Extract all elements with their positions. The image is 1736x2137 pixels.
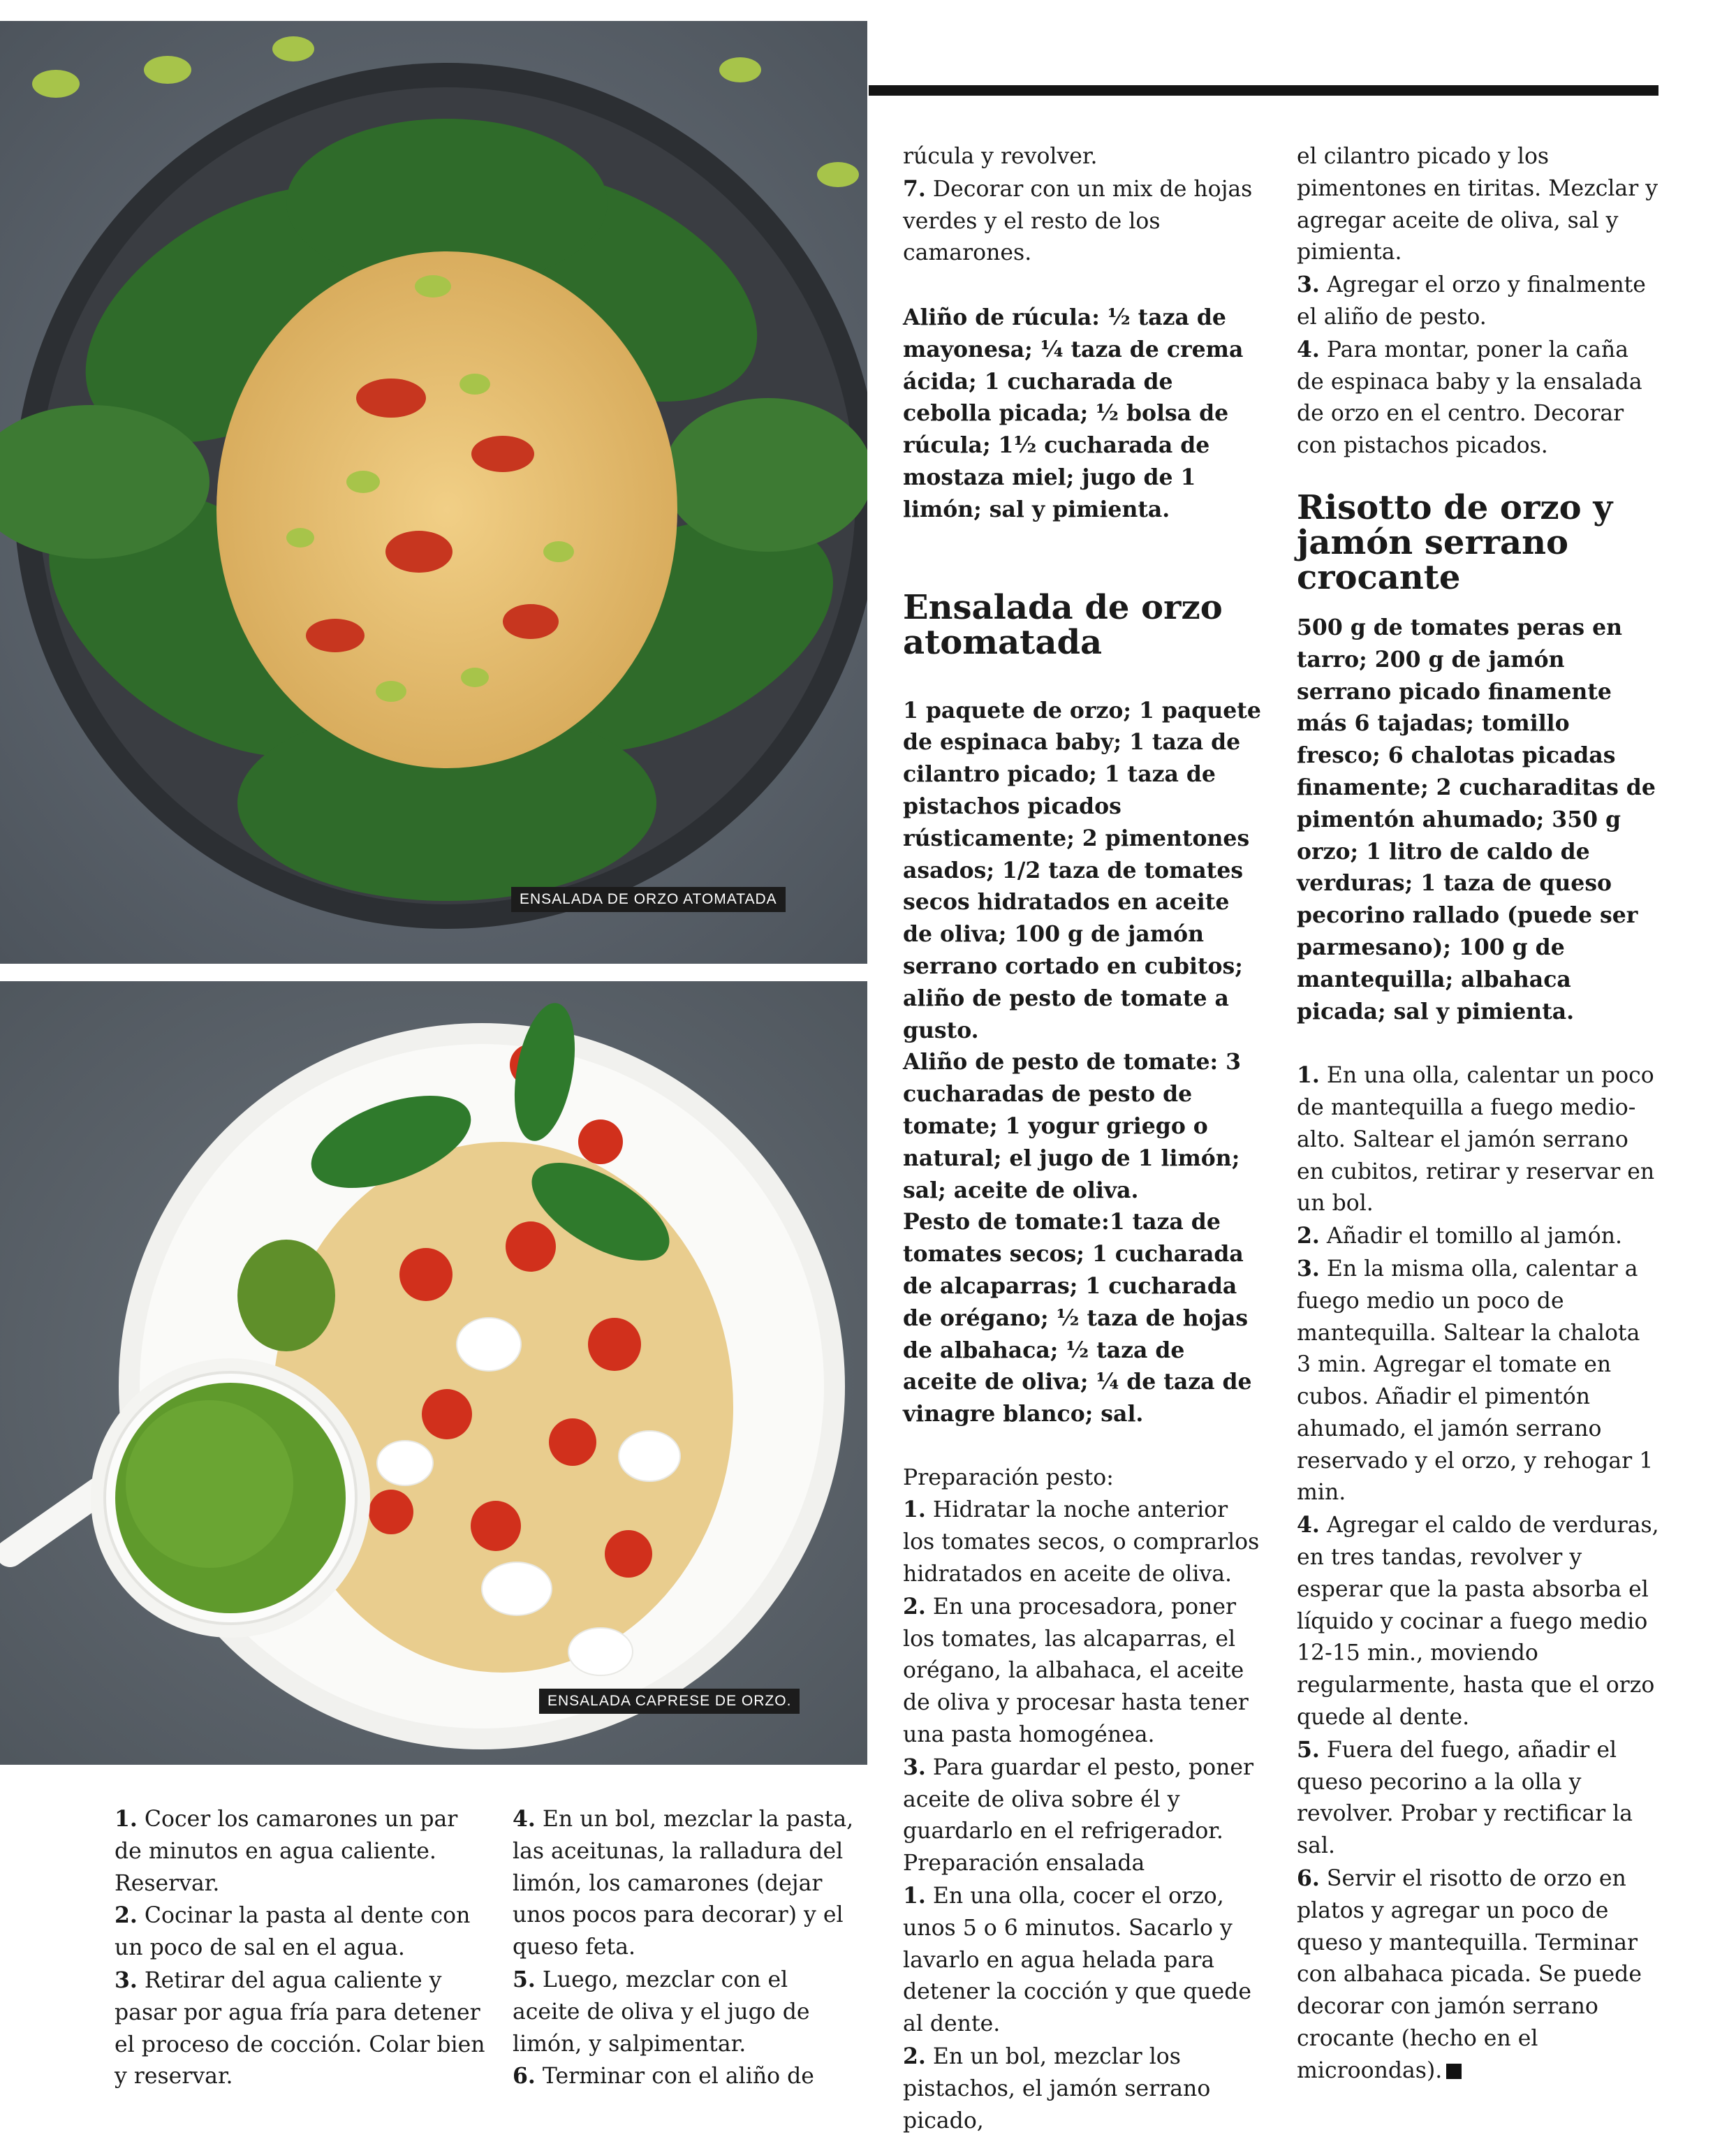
- continued-text: rúcula y revolver.: [903, 144, 1098, 169]
- section-label: Preparación pesto:: [903, 1464, 1114, 1490]
- step-item: 3. Agregar el orzo y finalmente el aliño de pesto.: [1297, 272, 1646, 330]
- step-item: 4. En un bol, mezclar la pasta, las aceitunas, la ralladura del limón, los camarones (dejar unos pocos para decorar) y el queso feta.: [513, 1806, 854, 1960]
- step-item: 5. Luego, mezclar con el aceite de oliva y el jugo de limón, y salpimentar.: [513, 1966, 810, 2057]
- column-steps-1-3: [115, 1803, 492, 2093]
- step-item: 4. Agregar el caldo de verduras, en tres tandas, revolver y esperar que la pasta absorba el líquido y cocinar a fuego medio 12-15 min., moviendo regularmente, hasta que el orzo quede al dente.: [1297, 1512, 1659, 1731]
- step-item: 1. Cocer los camarones un par de minutos en agua caliente. Reservar.: [115, 1806, 458, 1896]
- photo-caption: ENSALADA DE ORZO ATOMATADA: [511, 887, 786, 912]
- recipe-title: Risotto de orzo y jamón serrano crocante: [1297, 487, 1613, 597]
- step-item: 7. Decorar con un mix de hojas verdes y el resto de los camarones.: [903, 175, 1253, 266]
- end-mark: [1446, 2064, 1462, 2079]
- step-item: 2. En una procesadora, poner los tomates, las alcaparras, el orégano, la albahaca, el aceite de oliva y procesar hasta tener una pasta homogénea.: [903, 1593, 1249, 1748]
- photo-orzo-caprese: [0, 981, 867, 1765]
- step-item: 6. Servir el risotto de orzo en platos y agregar un poco de queso y mantequilla. Terminar con albahaca picada. Se puede decorar con jamón serrano crocante (hecho en el microondas).: [1297, 1865, 1642, 2083]
- step-item: 1. En una olla, calentar un poco de mantequilla a fuego medio-alto. Saltear el jamón serrano en cubitos, retirar y reservar en un bol.: [1297, 1062, 1655, 1217]
- step-item: 1. En una olla, cocer el orzo, unos 5 o 6 minutos. Sacarlo y lavarlo en agua helada para detener la cocción y que quede al dente.: [903, 1883, 1252, 2037]
- section-label: Preparación ensalada: [903, 1851, 1145, 1877]
- dressing-ingredients: Aliño de rúcula: ½ taza de mayonesa; ¼ taza de crema ácida; 1 cucharada de cebolla picada; ½ bolsa de rúcula; 1½ cucharada de mostaza miel; jugo de 1 limón; sal y pimienta.: [903, 304, 1244, 522]
- step-item: 3. En la misma olla, calentar a fuego medio un poco de mantequilla. Saltear la chalota 3 min. Agregar el tomate en cubos. Añadir el pimentón ahumado, el jamón serrano reservado y el orzo, y rehogar 1 min.: [1297, 1255, 1654, 1506]
- step-item: 5. Fuera del fuego, añadir el queso pecorino a la olla y revolver. Probar y rectificar la sal.: [1297, 1736, 1633, 1859]
- ingredients-list: 500 g de tomates peras en tarro; 200 g de jamón serrano picado finamente más 6 tajadas; tomillo fresco; 6 chalotas picadas finamente; 2 cucharaditas de pimentón ahumado; 350 g orzo; 1 litro de caldo de verduras; 1 taza de queso pecorino rallado (puede ser parmesano); 100 g de mantequilla; albahaca picada; sal y pimienta.: [1297, 614, 1656, 1025]
- section-rule: [869, 85, 1658, 96]
- ingredients-list: 1 paquete de orzo; 1 paquete de espinaca baby; 1 taza de cilantro picado; 1 taza de pistachos picados rústicamente; 2 pimentones asados; 1/2 taza de tomates secos hidratados en aceite de oliva; 100 g de jamón serrano cortado en cubitos; aliño de pesto de tomate a gusto.: [903, 697, 1261, 1043]
- step-item: 3. Retirar del agua caliente y pasar por agua fría para detener el proceso de cocción. Colar bien y reservar.: [115, 1967, 485, 2090]
- step-item: 2. Cocinar la pasta al dente con un poco de sal en el agua.: [115, 1902, 471, 1961]
- step-item: 1. Hidratar la noche anterior los tomates secos, o comprarlos hidratados en aceite de oliva.: [903, 1497, 1260, 1587]
- step-item: 4. Para montar, poner la caña de espinaca baby y la ensalada de orzo en el centro. Decorar con pistachos picados.: [1297, 336, 1642, 459]
- step-item: 2. En un bol, mezclar los pistachos, el jamón serrano picado,: [903, 2043, 1211, 2134]
- photo-caption: ENSALADA CAPRESE DE ORZO.: [539, 1689, 800, 1714]
- column-3: [903, 141, 1266, 2137]
- column-4: [1297, 141, 1660, 2087]
- caprese-salad-illustration: [0, 981, 867, 1765]
- pesto-dressing: Aliño de pesto de tomate: 3 cucharadas de pesto de tomate; 1 yogur griego o natural; el jugo de 1 limón; sal; aceite de oliva.: [903, 1049, 1242, 1203]
- step-item: 3. Para guardar el pesto, poner aceite de oliva sobre él y guardarlo en el refrigerador.: [903, 1754, 1254, 1844]
- step-item: 6. Terminar con el aliño de: [513, 2063, 814, 2090]
- step-item: 2. Añadir el tomillo al jamón.: [1297, 1223, 1623, 1249]
- orzo-salad-illustration: [0, 21, 867, 964]
- photo-orzo-atomatada: [0, 21, 867, 964]
- column-steps-4-6: [513, 1803, 860, 2093]
- continued-text: el cilantro picado y los pimentones en tiritas. Mezclar y agregar aceite de oliva, sal y pimienta.: [1297, 144, 1658, 265]
- pesto-ingredients: Pesto de tomate:1 taza de tomates secos; 1 cucharada de alcaparras; 1 cucharada de orégano; ½ taza de hojas de albahaca; ½ taza de aceite de oliva; ¼ de taza de vinagre blanco; sal.: [903, 1209, 1252, 1427]
- recipe-title: Ensalada de orzo atomatada: [903, 587, 1223, 662]
